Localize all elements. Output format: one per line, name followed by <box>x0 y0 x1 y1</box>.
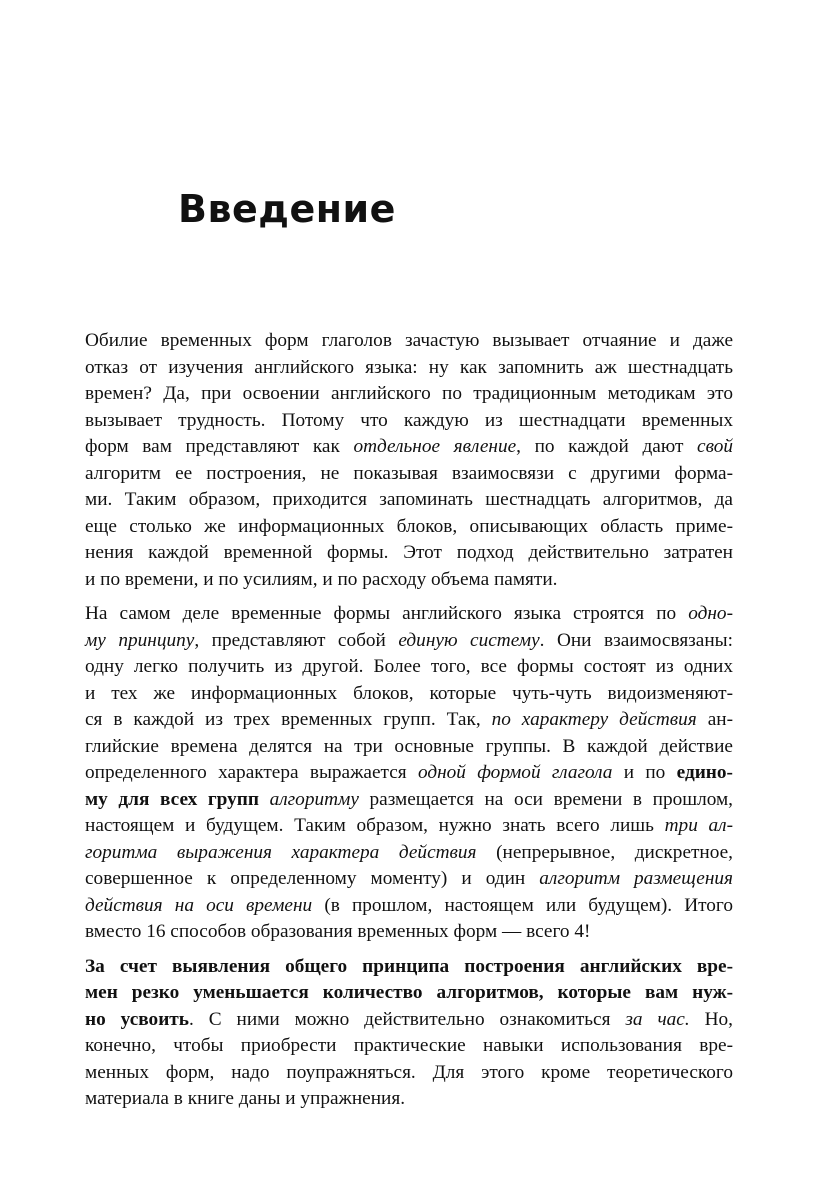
text-span: , представляют собой <box>194 629 399 651</box>
text-line <box>85 866 733 893</box>
text-span: и по времени, и по усилиям, и по расходу объема памяти. <box>85 568 558 590</box>
body-text <box>85 328 733 1121</box>
text-line <box>85 1007 733 1034</box>
text-span: размещается на оси времени в прошлом, <box>358 788 733 810</box>
text-span: вызывает трудность. Потому что каждую из шестнадцати временных <box>85 409 733 431</box>
text-span: На самом деле временные формы английского языка строятся по <box>85 603 689 624</box>
text-span: , по каждой дают <box>516 436 698 457</box>
italic-span: единую систему <box>398 629 540 651</box>
text-line <box>85 919 733 946</box>
text-span: ся в каждой из трех временных групп. Так, <box>85 709 492 730</box>
text-line <box>85 381 733 408</box>
text-span: нения каждой временной формы. Этот подход действительно затратен <box>85 542 733 563</box>
text-line <box>85 893 733 920</box>
italic-span: алгоритм размещения <box>539 868 733 889</box>
text-line <box>85 408 733 435</box>
bold-span: За счет выявления общего принципа построения английских вре- <box>85 955 733 977</box>
paragraph-3 <box>85 954 733 1113</box>
text-line <box>85 1086 733 1113</box>
text-span: Но, <box>689 1008 734 1030</box>
text-line <box>85 434 733 461</box>
italic-span: отдельное явление <box>353 436 517 457</box>
italic-span: за час. <box>625 1008 690 1030</box>
italic-span: одно- <box>688 603 733 624</box>
italic-span: му принципу <box>85 629 195 651</box>
text-line <box>85 980 733 1007</box>
text-span: менных форм, надо поупражняться. Для этого кроме теоретического <box>85 1061 733 1083</box>
chapter-title: Введение <box>178 187 396 231</box>
text-line <box>85 1060 733 1087</box>
text-span: (в прошлом, настоящем или будущем). Итого <box>312 894 734 916</box>
text-span: глийские времена делятся на три основные группы. В каждой действие <box>85 735 733 757</box>
text-line <box>85 813 733 840</box>
text-line <box>85 540 733 567</box>
text-line <box>85 734 733 761</box>
text-span: Обилие временных форм глаголов зачастую вызывает отчаяние и даже <box>85 330 733 351</box>
text-line <box>85 707 733 734</box>
text-line <box>85 514 733 541</box>
text-line <box>85 461 733 488</box>
bold-span: му для всех групп <box>85 788 259 810</box>
text-span: одну легко получить из другой. Более того, все формы состоят из одних <box>85 656 733 677</box>
text-span: (непрерывное, дискретное, <box>476 841 733 863</box>
italic-span: одной формой глагола <box>417 762 613 783</box>
text-line <box>85 601 733 628</box>
text-span: еще столько же информационных блоков, описывающих область приме- <box>85 515 733 537</box>
text-span <box>259 789 270 810</box>
text-span: ан- <box>696 709 734 730</box>
text-span: отказ от изучения английского языка: ну как запомнить аж шестнадцать <box>85 356 733 378</box>
text-line <box>85 654 733 681</box>
text-line <box>85 567 733 594</box>
text-span: и по <box>612 762 677 783</box>
italic-span: алгоритму <box>269 788 359 810</box>
paragraph-2 <box>85 601 733 946</box>
text-line <box>85 787 733 814</box>
italic-span: по характеру действия <box>491 709 697 730</box>
italic-span: свой <box>697 436 733 457</box>
text-span: и тех же информационных блоков, которые чуть-чуть видоизменяют- <box>85 682 733 704</box>
italic-span: горитма выражения характера действия <box>85 841 477 863</box>
text-span: конечно, чтобы приобрести практические навыки использования вре- <box>85 1035 733 1056</box>
text-span: . Они взаимосвязаны: <box>539 629 733 651</box>
text-span: вместо 16 способов образования временных форм — всего 4! <box>85 921 591 942</box>
text-line <box>85 328 733 355</box>
bold-span: но усвоить <box>85 1008 189 1030</box>
text-line <box>85 954 733 981</box>
text-span: ми. Таким образом, приходится запоминать шестнадцать алгоритмов, да <box>85 489 733 510</box>
text-span: настоящем и будущем. Таким образом, нужно знать всего лишь <box>85 815 665 836</box>
text-line <box>85 760 733 787</box>
text-span: совершенное к определенному моменту) и один <box>85 868 540 889</box>
paragraph-1 <box>85 328 733 593</box>
text-span: времен? Да, при освоении английского по традиционным методикам это <box>85 383 733 404</box>
bold-span: едино- <box>676 762 733 783</box>
text-span: форм вам представляют как <box>85 436 354 457</box>
text-line <box>85 840 733 867</box>
text-line <box>85 487 733 514</box>
italic-span: действия на оси времени <box>85 894 313 916</box>
text-line <box>85 628 733 655</box>
italic-span: три ал- <box>664 815 733 836</box>
text-span: . С ними можно действительно ознакомиться <box>188 1008 626 1030</box>
bold-span: мен резко уменьшается количество алгоритмов, которые вам нуж- <box>85 982 733 1003</box>
text-span: определенного характера выражается <box>85 762 418 783</box>
text-line <box>85 681 733 708</box>
text-line <box>85 1033 733 1060</box>
text-line <box>85 355 733 382</box>
text-span: алгоритм ее построения, не показывая взаимосвязи с другими форма- <box>85 462 733 484</box>
text-span: материала в книге даны и упражнения. <box>85 1088 406 1109</box>
